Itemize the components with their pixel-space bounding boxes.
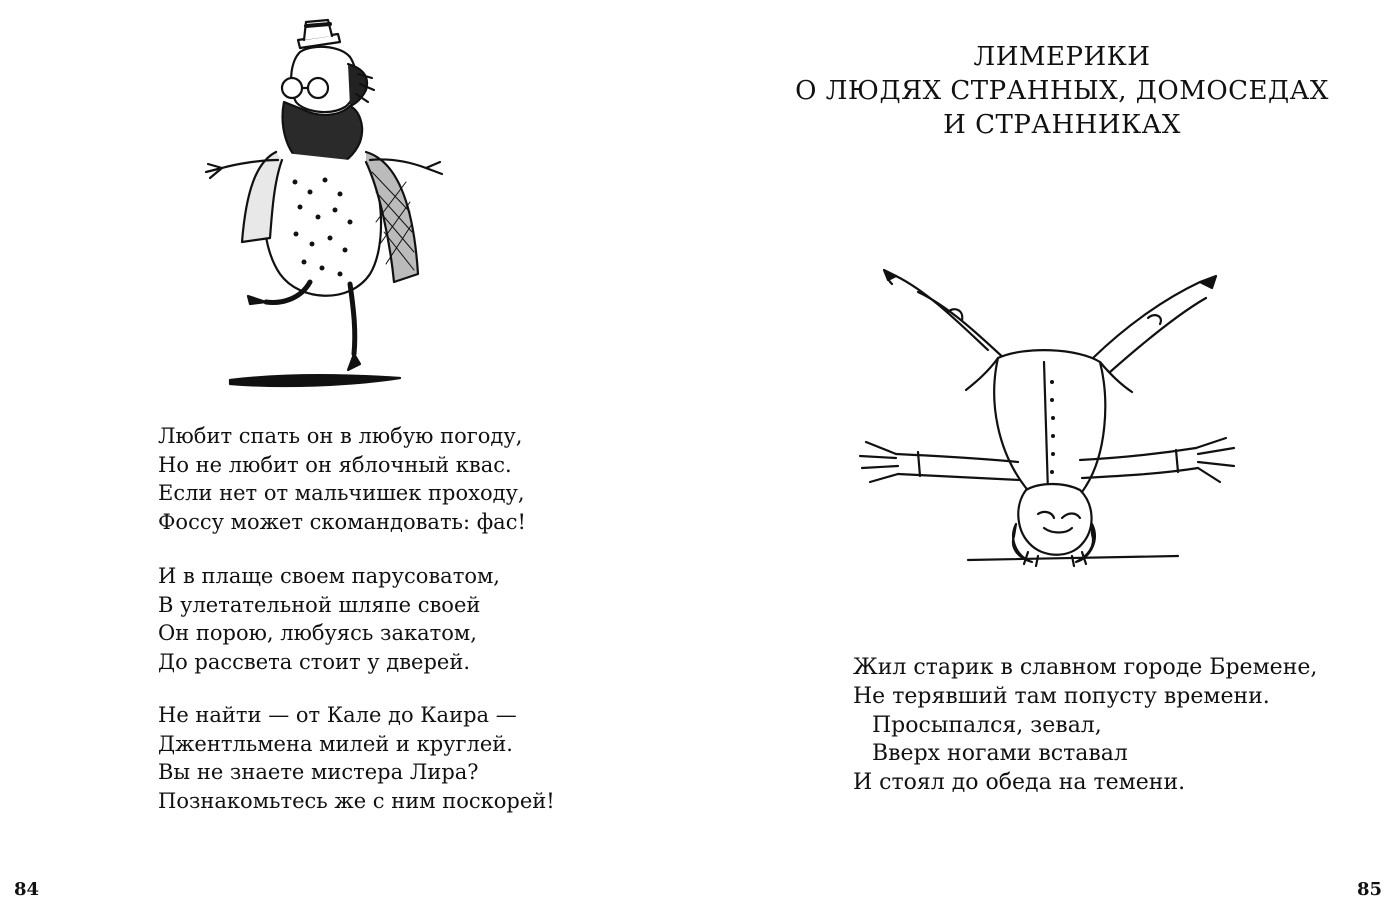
section-title — [778, 40, 1346, 142]
right-page — [698, 0, 1396, 916]
floating-gentleman-drawing — [200, 12, 450, 397]
left-poem-stanza-2 — [158, 562, 500, 676]
floating-gentleman-illustration — [200, 12, 450, 397]
page-number-right: 85 — [1356, 879, 1382, 900]
page-number-left: 84 — [14, 879, 40, 900]
title-line: О ЛЮДЯХ СТРАННЫХ, ДОМОСЕДАХ — [795, 76, 1329, 106]
limerick — [853, 654, 1317, 798]
poem-line: Фоссу может скомандовать: фас! — [158, 509, 526, 534]
poem-line: Вы не знаете мистера Лира? — [158, 760, 479, 784]
limerick-line: Жил старик в славном городе Бремене, — [853, 655, 1318, 680]
upside-down-man-illustration — [848, 262, 1248, 572]
poem-line: До рассвета стоит у дверей. — [158, 649, 471, 674]
limerick-line: Просыпался, зевал, — [872, 712, 1102, 738]
title-line: И СТРАННИКАХ — [943, 110, 1181, 140]
poem-line: Если нет от мальчишек проходу, — [158, 481, 525, 505]
poem-line: Познакомьтесь же с ним поскорей! — [158, 788, 555, 813]
poem-line: В улетательной шляпе своей — [158, 592, 481, 617]
poem-line: Он порою, любуясь закатом, — [158, 621, 477, 645]
upside-down-old-man-drawing — [848, 262, 1248, 572]
poem-line: И в плаще своем парусоватом, — [158, 564, 500, 588]
limerick-line: Не терявший там попусту времени. — [853, 683, 1270, 709]
title-line: ЛИМЕРИКИ — [973, 42, 1151, 72]
limerick-line: И стоял до обеда на темени. — [853, 770, 1186, 796]
poem-line: Любит спать он в любую погоду, — [158, 424, 523, 448]
poem-line: Не найти — от Кале до Каира — — [158, 703, 517, 727]
left-poem-stanza-1 — [158, 422, 526, 536]
poem-line: Джентльмена милей и круглей. — [158, 731, 513, 756]
limerick-line: Вверх ногами вставал — [872, 741, 1128, 767]
poem-line: Но не любит он яблочный квас. — [158, 452, 512, 477]
left-poem-stanza-3 — [158, 701, 555, 815]
